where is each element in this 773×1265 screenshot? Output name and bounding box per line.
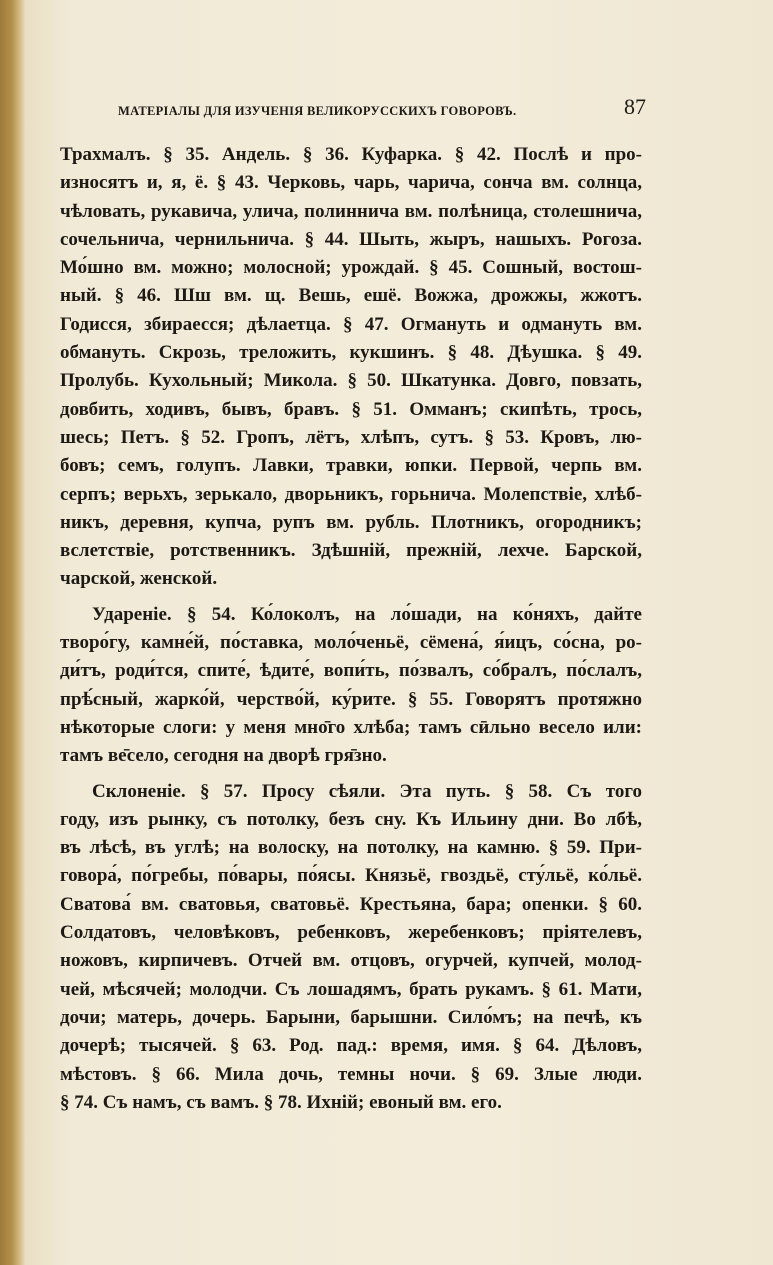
paragraph [60,778,642,1118]
text-line: творо́гу, камне́й, по́ставка, моло́ченьё, сёмена́, я́ицъ, со́сна, ро- [60,632,642,654]
text-line: Мо́шно вм. можно; молосной; урождай. § 45. Сошный, востош- [60,257,642,279]
text-line: § 74. Съ намъ, съ вамъ. § 78. Ихній; евоный вм. его. [60,1091,502,1113]
text-line: износятъ и, я, ё. § 43. Черковь, чарь, чарича, сонча вм. солнца, [60,172,642,194]
text-line: чей, мѣсячей; молодчи. Съ лошадямъ, брать рукамъ. § 61. Мати, [60,978,642,1000]
text-line: Сватова́ вм. сватовья, сватовьё. Крестьяна, бара; опенки. § 60. [60,893,642,915]
paragraph [60,141,642,594]
text-line: вслетствіе, ротственникъ. Здѣшній, прежній, лехче. Барской, [60,540,642,562]
text-line: тамъ ве̄село, сегодня на дворѣ гря̄зно. [60,745,387,767]
body-text [60,141,642,1117]
text-line: Годисся, збираесся; дѣлаетца. § 47. Огмануть и одмануть вм. [60,313,642,335]
text-line: чарской, женской. [60,568,218,590]
text-line: бовъ; семъ, голупъ. Лавки, травки, юпки. Первой, черпь вм. [60,455,642,477]
book-binding-edge [0,0,26,1265]
text-line: серпъ; верьхъ, зерькало, дворьникъ, горьнича. Молепствіе, хлѣб- [60,483,642,505]
text-line: нѣкоторые слоги: у меня мно̄го хлѣба; тамъ сӣльно весело или: [60,716,642,738]
text-line: чѣловать, рукавича, улича, полиннича вм. полѣница, столешнича, [60,200,642,222]
text-line: ный. § 46. Шш вм. щ. Вешь, ешё. Вожжа, дрожжы, жжотъ. [60,285,642,307]
text-line: довбить, ходивъ, бывъ, бравъ. § 51. Омманъ; скипѣть, трось, [60,398,642,420]
text-line: ди́тъ, роди́тся, спите́, ѣдите́, вопи́ть, по́звалъ, со́бралъ, по́слалъ, [60,660,642,682]
text-line: дочерѣ; тысячей. § 63. Род. пад.: время, имя. § 64. Дѣловъ, [60,1035,642,1057]
page-header [118,94,646,124]
text-line: ножовъ, кирпичевъ. Отчей вм. отцовъ, огурчей, купчей, молод- [60,950,642,972]
text-line: Удареніе. § 54. Ко́локолъ, на ло́шади, на ко́няхъ, дайте [92,603,642,625]
paragraph [60,601,642,771]
text-line: обмануть. Скрозь, треложить, кукшинъ. § 48. Дѣушка. § 49. [60,342,642,364]
text-line: мѣстовъ. § 66. Мила дочь, темны ночи. § 69. Злые люди. [60,1063,642,1085]
text-line: Пролубь. Кухольный; Микола. § 50. Шкатунка. Довго, повзать, [60,370,642,392]
text-line: прѣ́сный, жарко́й, черство́й, ку́рите. § 55. Говорятъ протяжно [60,688,642,710]
text-line: Трахмалъ. § 35. Андель. § 36. Куфарка. § 42. Послѣ и про- [60,144,642,165]
text-line: Склоненіе. § 57. Просу сѣяли. Эта путь. § 58. Съ того [92,780,642,802]
text-line: Солдатовъ, человѣковъ, ребенковъ, жеребенковъ; пріятелевъ, [60,922,642,944]
text-line: въ лѣсѣ, въ углѣ; на волоску, на потолку, на камню. § 59. При- [60,837,642,859]
text-line: говора́, по́гребы, по́вары, по́ясы. Князьё, гвоздьё, сту́льё, ко́льё. [60,865,642,887]
text-line: дочи; матерь, дочерь. Барыни, барышни. Сило́мъ; на печѣ, къ [60,1006,642,1028]
text-line: сочельнича, чернильнича. § 44. Шыть, жыръ, нашыхъ. Рогоза. [60,228,642,250]
text-line: шесь; Петъ. § 52. Гропъ, лётъ, хлѣпъ, сутъ. § 53. Кровъ, лю- [60,426,642,448]
text-line: году, изъ рынку, съ потолку, безъ сну. Къ Ильину дни. Во лбѣ, [60,808,642,830]
text-line: никъ, деревня, купча, рупъ вм. рубль. Плотникъ, огородникъ; [60,511,642,533]
page-number: 87 [624,94,646,119]
running-title: МАТЕРІАЛЫ ДЛЯ ИЗУЧЕНІЯ ВЕЛИКОРУССКИХЪ ГОВОРОВЪ. [118,104,517,118]
